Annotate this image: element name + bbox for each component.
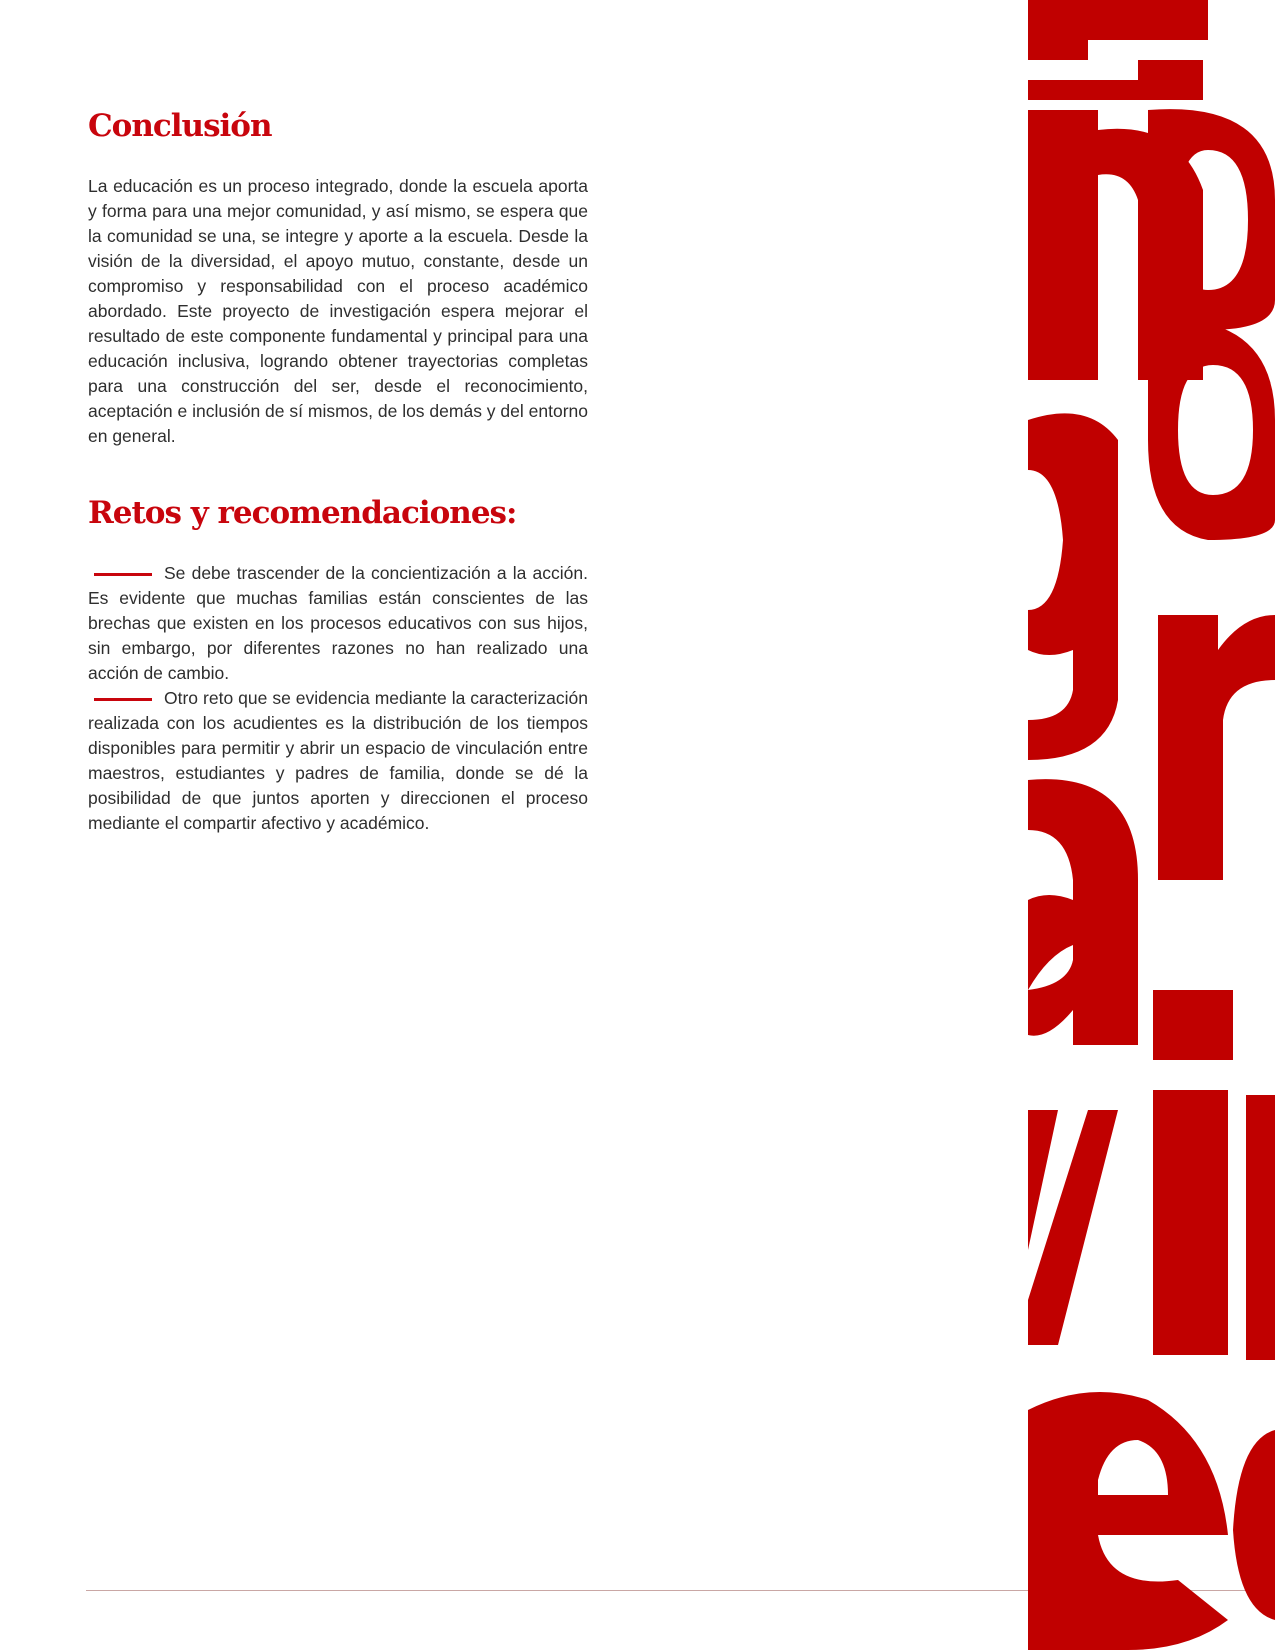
letter-c-right-shape [1233,1430,1275,1620]
dash-bullet-icon [94,573,152,576]
letter-e-bottom-shape [1028,1392,1228,1650]
main-content [88,100,588,836]
letter-s-shape [1028,0,1208,100]
dash-bullet-icon [94,698,152,701]
retos-list [88,561,588,836]
retos-item [88,561,588,686]
conclusion-heading: Conclusión [88,108,272,144]
letter-i-right-shape [1153,1090,1228,1355]
letter-v-left-shape [1028,1110,1118,1345]
decorative-letters-svg [1028,0,1275,1650]
retos-heading: Retos y recomendaciones: [88,495,517,531]
decorative-letters-graphic [1028,0,1275,1650]
period-block-shape [1153,990,1233,1060]
retos-item-text: Se debe trascender de la concientización a la acción. Es evidente que muchas familias están conscientes de las brechas que existen en los procesos educativos con sus hijos, sin embargo, por diferentes razones no han realizado una acción de cambio. [88,563,588,683]
letter-r-right-shape [1158,615,1275,880]
letter-n-right-edge-shape [1246,1095,1275,1360]
retos-item-text: Otro reto que se evidencia mediante la caracterización realizada con los acudientes es la distribución de los tiempos disponibles para permitir y abrir un espacio de vinculación entre maestros, estudiantes y padres de familia, donde se dé la posibilidad de que juntos aporten y direccionen el proceso mediante el compartir afectivo y académico. [88,688,588,833]
letter-o2-right-shape [1148,319,1275,540]
letter-a-left-shape [1028,779,1138,1045]
letter-g-left-shape [1028,413,1118,760]
retos-item [88,686,588,836]
letter-o-right-shape [1148,109,1275,330]
conclusion-paragraph: La educación es un proceso integrado, donde la escuela aporta y forma para una mejor comunidad, y así mismo, se espera que la comunidad se una, se integre y aporte a la escuela. Desde la visión de la diversidad, el apoyo mutuo, constante, desde un compromiso y responsabilidad con el proceso académico abordado. Este proyecto de investigación espera mejorar el resultado de este componente fundamental y principal para una educación inclusiva, logrando obtener trayectorias completas para una construcción del ser, desde el reconocimiento, aceptación e inclusión de sí mismos, de los demás y del entorno en general. [88,176,588,446]
